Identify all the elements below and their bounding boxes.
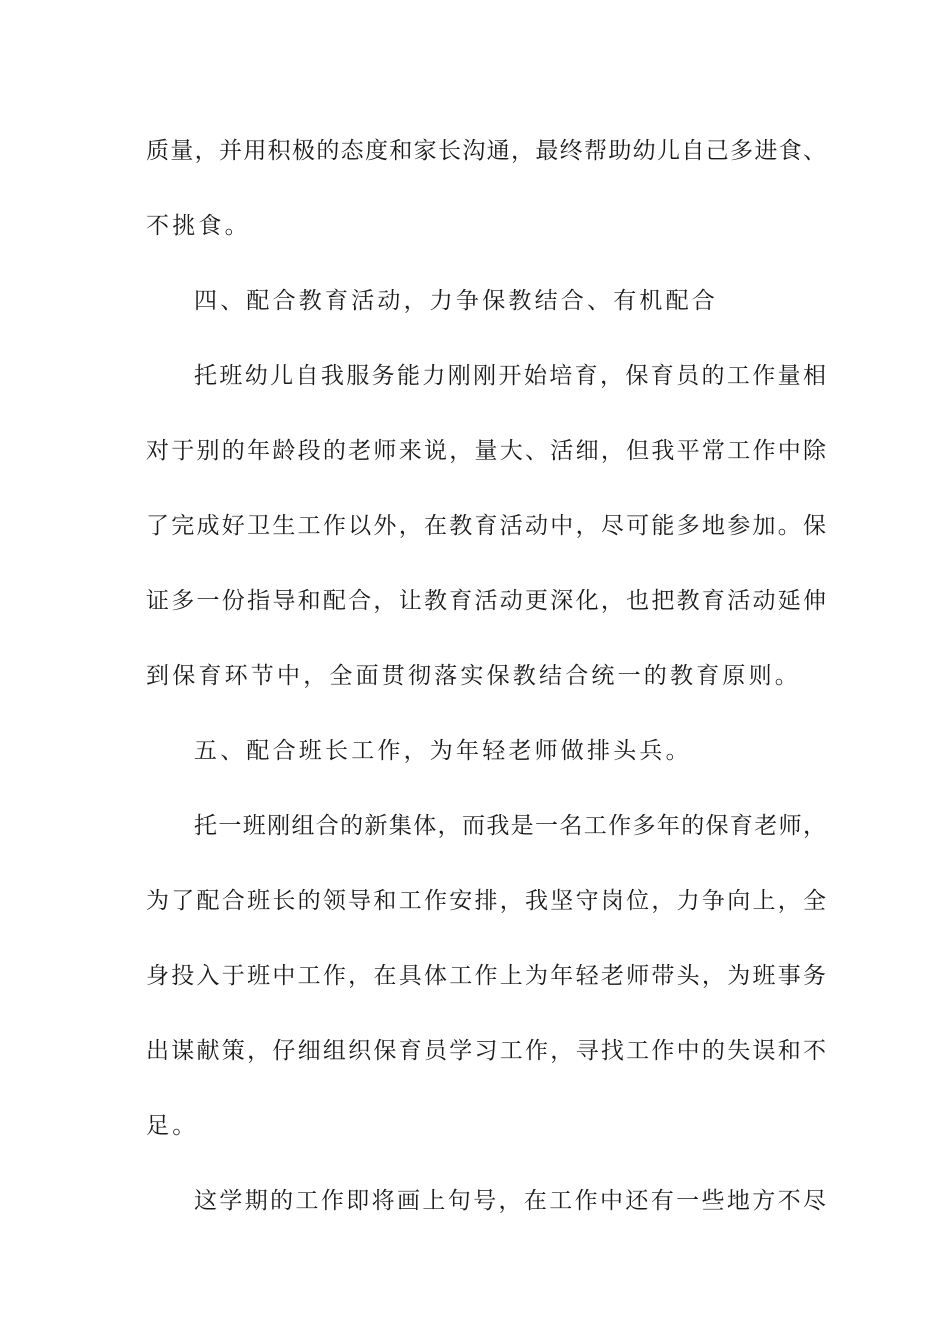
text-line: 证多一份指导和配合，让教育活动更深化，也把教育活动延伸	[146, 588, 826, 614]
text-line: 托班幼儿自我服务能力刚刚开始培育，保育员的工作量相	[194, 363, 826, 389]
text-line: 出谋献策，仔细组织保育员学习工作，寻找工作中的失误和不	[146, 1038, 826, 1064]
text-line: 为了配合班长的领导和工作安排，我坚守岗位，力争向上，全	[146, 888, 826, 914]
section-heading: 四、配合教育活动，力争保教结合、有机配合	[194, 288, 718, 314]
text-line: 质量，并用积极的态度和家长沟通，最终帮助幼儿自己多进食、	[146, 138, 826, 164]
text-line: 这学期的工作即将画上句号，在工作中还有一些地方不尽	[194, 1188, 826, 1214]
text-line: 对于别的年龄段的老师来说，量大、活细，但我平常工作中除	[146, 438, 826, 464]
section-heading: 五、配合班长工作，为年轻老师做排头兵。	[194, 738, 692, 764]
text-line: 足。	[146, 1113, 199, 1139]
text-line: 托一班刚组合的新集体，而我是一名工作多年的保育老师，	[194, 813, 826, 839]
text-line: 了完成好卫生工作以外，在教育活动中，尽可能多地参加。保	[146, 513, 826, 539]
text-line: 不挑食。	[146, 213, 251, 239]
text-line: 到保育环节中，全面贯彻落实保教结合统一的教育原则。	[146, 663, 801, 689]
text-line: 身投入于班中工作，在具体工作上为年轻老师带头，为班事务	[146, 963, 826, 989]
